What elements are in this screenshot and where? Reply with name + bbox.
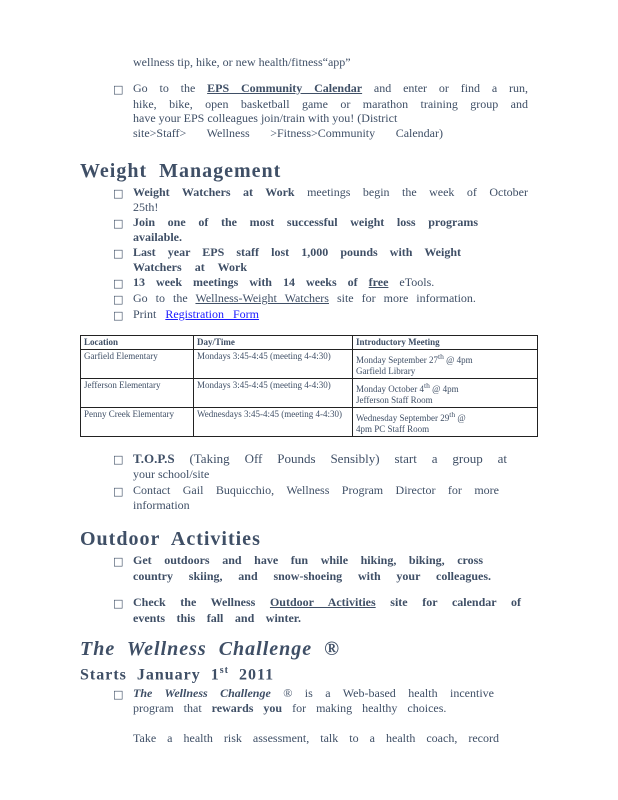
list-item-tops: T.O.P.S (Taking Off Pounds Sensibly) start a group at [133,451,507,466]
join-line2: available. [133,230,183,244]
bullet-icon: □ [113,217,124,230]
contact-line2: information [133,498,190,512]
bullet-icon: □ [113,83,124,96]
wellness-weight-watchers-link[interactable]: Wellness-Weight Watchers [195,291,329,305]
calendar-line3: have your EPS colleagues join/train with you! (District [133,111,398,125]
contact-line1: Contact Gail Buquicchio, Wellness Program Director for more [133,483,499,497]
cell-intro: Wednesday September 29th @ 4pm PC Staff Room [353,408,538,437]
check-line2: events this fall and winter. [133,611,301,625]
challenge-para: Take a health risk assessment, talk to a health coach, record [133,731,499,745]
bullet-icon: □ [113,277,124,290]
lastyear-line1: Last year EPS staff lost 1,000 pounds with Weight [133,245,461,259]
calendar-line4: site>Staff> Wellness >Fitness>Community Calendar) [133,126,443,140]
cell-location: Jefferson Elementary [81,379,194,408]
cell-time: Wednesdays 3:45-4:45 (meeting 4-4:30) [194,408,353,437]
bullet-icon: □ [113,309,124,322]
outdoor-line2: country skiing, and snow-shoeing with your colleagues. [133,569,491,583]
eps-calendar-link[interactable]: EPS Community Calendar [207,81,363,95]
calendar-line2: hike, bike, open basketball game or marathon training group and [133,97,528,111]
col-daytime: Day/Time [194,336,353,350]
section-heading-weight: Weight Management [80,160,282,182]
starts-date: Starts January 1st 2011 [80,665,275,684]
bullet-icon: □ [113,688,124,701]
list-item-print: Print Registration Form [133,307,260,321]
list-item-calendar: Go to the EPS Community Calendar and enter or find a run, [133,81,528,95]
list-item-13week: 13 week meetings with 14 weeks of free eTools. [133,275,435,289]
table-header-row [81,336,538,350]
tops-line2: your school/site [133,467,210,481]
bullet-icon: □ [113,247,124,260]
cell-intro: Monday October 4th @ 4pm Jefferson Staff Room [353,379,538,408]
bullet-icon: □ [113,597,124,610]
table-row [81,350,538,379]
ww-line2: 25th! [133,200,159,214]
bullet-icon: □ [113,293,124,306]
lastyear-line2: Watchers at Work [133,260,247,274]
continuation-line: wellness tip, hike, or new health/fitness“app” [133,55,351,69]
meetings-table [80,335,538,437]
bullet-icon: □ [113,453,124,466]
col-intro: Introductory Meeting [353,336,538,350]
cell-time: Mondays 3:45-4:45 (meeting 4-4:30) [194,350,353,379]
cell-time: Mondays 3:45-4:45 (meeting 4-4:30) [194,379,353,408]
outdoor-line1: Get outdoors and have fun while hiking, biking, cross [133,553,483,567]
list-item-goto: Go to the Wellness-Weight Watchers site for more information. [133,291,476,305]
bullet-icon: □ [113,485,124,498]
join-line1: Join one of the most successful weight loss programs [133,215,478,229]
table-row [81,379,538,408]
cell-location: Garfield Elementary [81,350,194,379]
cell-location: Penny Creek Elementary [81,408,194,437]
bullet-icon: □ [113,187,124,200]
free-link[interactable]: free [368,275,389,289]
bullet-icon: □ [113,555,124,568]
outdoor-activities-link[interactable]: Outdoor Activities [269,595,376,609]
list-item-check: Check the Wellness Outdoor Activities site for calendar of [133,595,521,609]
challenge-line2: program that rewards you for making healthy choices. [133,701,447,715]
list-item-ww: Weight Watchers at Work meetings begin the week of October [133,185,529,199]
table-row [81,408,538,437]
list-item-challenge: The Wellness Challenge ® is a Web-based health incentive [133,686,494,700]
cell-intro: Monday September 27th @ 4pm Garfield Library [353,350,538,379]
section-heading-outdoor: Outdoor Activities [80,528,261,550]
registration-form-link[interactable]: Registration Form [165,307,260,321]
col-location: Location [81,336,194,350]
section-heading-challenge: The Wellness Challenge ® [80,638,341,660]
